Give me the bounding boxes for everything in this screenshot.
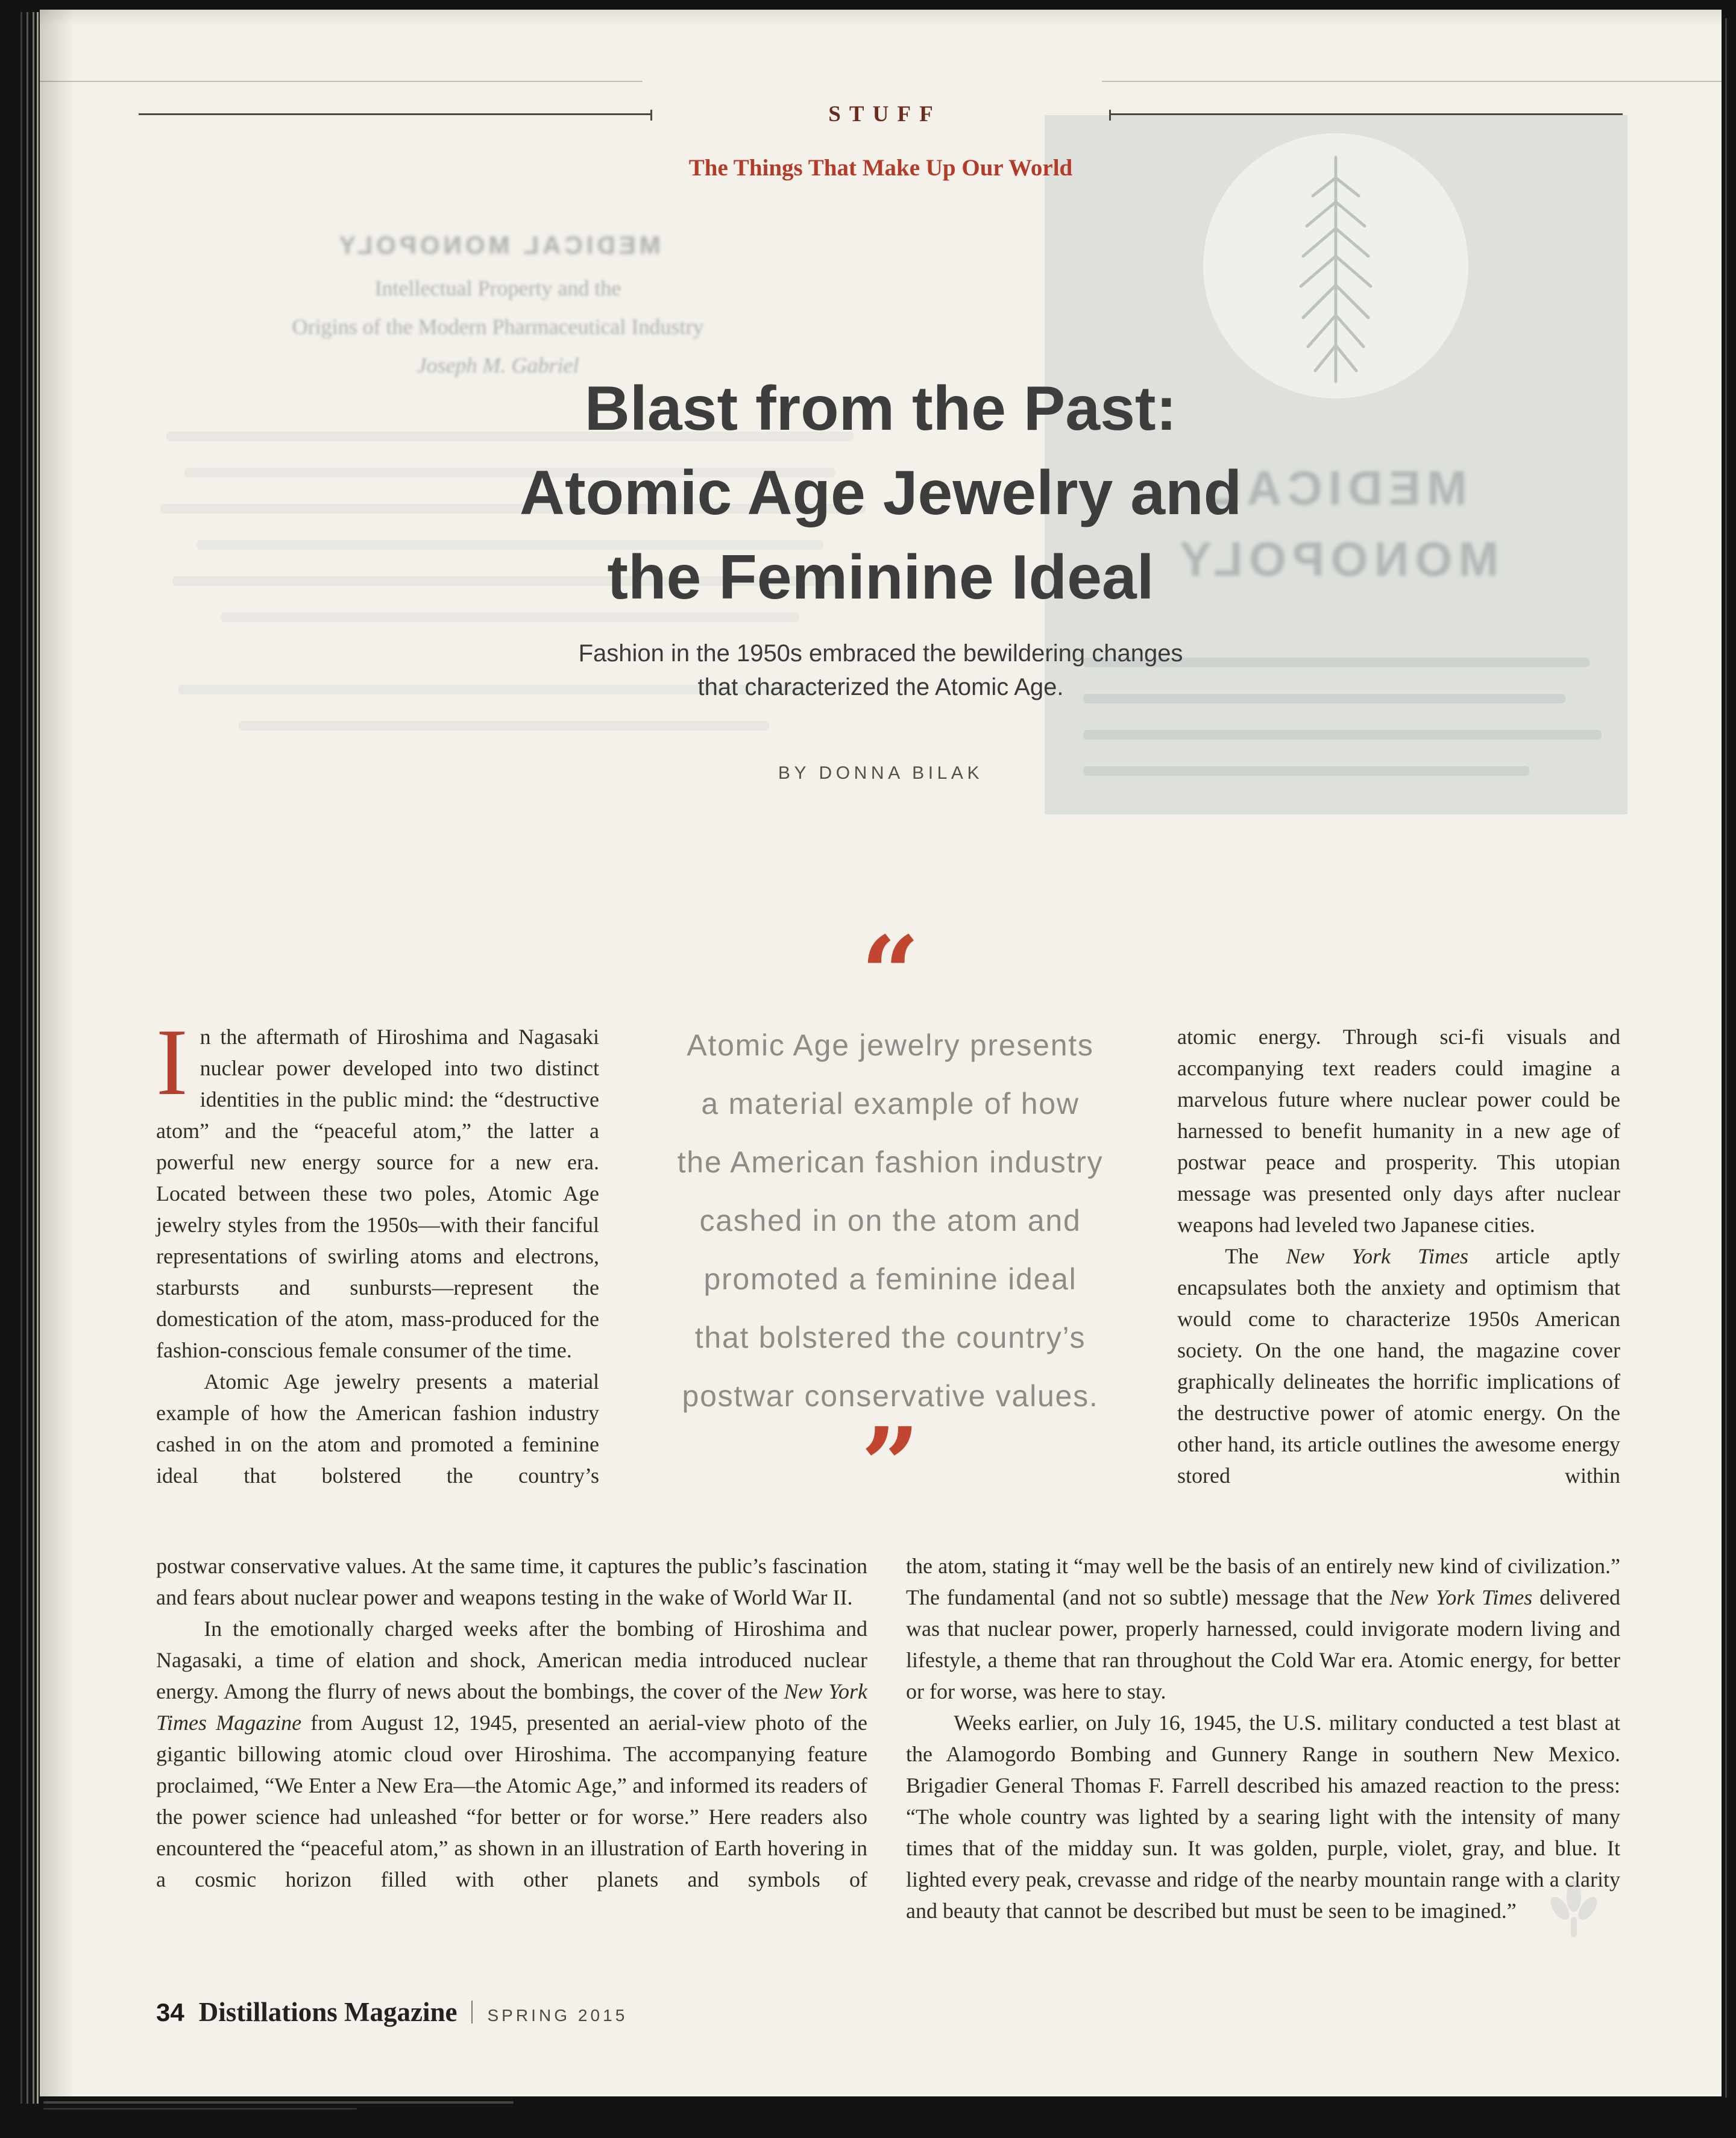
section-header <box>139 101 1623 127</box>
pullquote-line: promoted a feminine ideal <box>703 1262 1077 1296</box>
footer-divider <box>471 2001 473 2023</box>
pullquote-open-mark: “ <box>861 914 920 1034</box>
page-number: 34 <box>156 1998 184 2026</box>
rule-tick <box>650 110 652 121</box>
ghost-bleed-line: MONOPOLY <box>1173 532 1499 586</box>
pullquote-close-mark: ” <box>861 1405 920 1526</box>
section-tagline: The Things That Make Up Our World <box>688 155 1073 181</box>
ghost-bleed-line: Joseph M. Gabriel <box>417 353 579 377</box>
pullquote-line: the American fashion industry <box>677 1145 1104 1179</box>
pullquote-line: that bolstered the country’s <box>694 1321 1086 1354</box>
rule-tick <box>1109 110 1111 121</box>
column-right-bottom <box>906 1550 1620 1926</box>
pullquote-line: cashed in on the atom and <box>699 1204 1081 1237</box>
subtitle-line: that characterized the Atomic Age. <box>697 674 1064 700</box>
header-rule-right <box>1109 113 1623 115</box>
page-stack-edge <box>37 12 39 2104</box>
pullquote-line: postwar conservative values. <box>682 1379 1099 1413</box>
pullquote-line: a material example of how <box>701 1087 1080 1121</box>
ghost-text-residue <box>1083 730 1602 740</box>
paragraph: the atom, stating it “may well be the basis of an entirely new kind of civilization.” The fundamental (and not so subtle) message that the New York Times delivered was that nuclear power, properly harnessed, could invigorate modern living and lifestyle, a theme that ran throughout the Cold War era. Atomic energy, for better or for worse, was here to stay. <box>906 1554 1620 1703</box>
paragraph: atomic energy. Through sci-fi visuals and accompanying text readers could imagine a marvelous future where nuclear power could be harnessed to benefit humanity in a new age of postwar peace and prosperity. This utopian message was presented only days after nuclear weapons had leveled two Japanese cities. <box>1177 1025 1620 1237</box>
ghost-bleed-line: Origins of the Modern Pharmaceutical Industry <box>292 315 704 339</box>
paragraph <box>156 1010 599 1366</box>
article-subtitle <box>40 637 1722 704</box>
title-line: the Feminine Ideal <box>607 542 1154 612</box>
paragraph: postwar conservative values. At the same time, it captures the public’s fascination and fears about nuclear power and weapons testing in the wake of World War II. <box>156 1554 867 1609</box>
pullquote <box>625 1016 1156 1426</box>
issue-label: SPRING 2015 <box>487 2006 628 2025</box>
underlying-page-edge <box>1102 81 1722 82</box>
ghost-text-residue <box>239 721 769 731</box>
paragraph: The New York Times article aptly encapsulates both the anxiety and optimism that would come to characterize 1950s American society. On the one hand, the magazine cover graphically delineates the horrific implications of the destructive power of atomic energy. On the other hand, its article outlines the awesome energy stored within <box>1177 1244 1621 1488</box>
article-title <box>40 366 1722 620</box>
paragraph: Atomic Age jewelry presents a material example of how the American fashion industry cashed in on the atom and promoted a feminine ideal that bolstered the country’s <box>156 1369 599 1488</box>
paragraph: In the emotionally charged weeks after the bombing of Hiroshima and Nagasaki, a time of elation and shock, American media introduced nuclear energy. Among the flurry of news about the bombings, the cover of the New York Times Magazine from August 12, 1945, presented an aerial-view photo of the gigantic billowing atomic cloud over Hiroshima. The accompanying feature proclaimed, “We Enter a New Era—the Atomic Age,” and informed its readers of the power science had unleashed “for better or for worse.” Here readers also encountered the “peaceful atom,” as shown in an illustration of Earth hovering in a cosmic horizon filled with other planets and symbols of <box>156 1617 867 1891</box>
ghost-bleed-line: MEDICAL MONOPOLY <box>335 231 661 259</box>
magazine-title: Distillations Magazine <box>198 1997 458 2027</box>
column-left-bottom <box>156 1550 867 1895</box>
page-footer <box>156 1996 627 2028</box>
underlying-page-edge <box>40 81 643 82</box>
page-curl-edge <box>43 2101 514 2104</box>
subtitle-line: Fashion in the 1950s embraced the bewildering changes <box>578 640 1183 667</box>
header-rule-left <box>139 113 652 115</box>
page-curl-edge <box>43 2108 357 2110</box>
ghost-bleed-line: MEDICAL <box>1205 461 1467 515</box>
paragraph: Weeks earlier, on July 16, 1945, the U.S. military conducted a test blast at the Alamogordo Bombing and Gunnery Range in southern New Mexico. Brigadier General Thomas F. Farrell described his amazed reaction to the press: “The whole country was lighted by a searing light with the intensity of many times that of the midday sun. It was golden, purple, violet, gray, and blue. It lighted every peak, crevasse and ridge of the nearby mountain range with a clarity and beauty that cannot be described but must be seen to be imagined.” <box>906 1711 1620 1923</box>
magazine-page <box>40 10 1722 2096</box>
column-right-top <box>1177 1021 1620 1491</box>
ghost-bleed-text-block <box>124 222 872 385</box>
page-stack-edge <box>27 12 28 2104</box>
paragraph-text: n the aftermath of Hiroshima and Nagasaki nuclear power developed into two distinct identities in the public mind: the “destructive atom” and the “peaceful atom,” the latter a powerful new energy source for a new era. Located between these two poles, Atomic Age jewelry styles from the 1950s—with their fanciful representations of swirling atoms and electrons, starbursts and sunbursts—represent the domestication of the atom, mass-produced for the fashion-conscious female consumer of the time. <box>156 1025 599 1362</box>
drop-cap: I <box>156 1010 188 1115</box>
column-left-top <box>156 1010 599 1491</box>
page-stack-edge <box>33 12 34 2104</box>
ghost-bleed-line: Intellectual Property and the <box>374 276 621 300</box>
page-stack-edge-right <box>1725 18 1727 2098</box>
page-stack-edge <box>20 12 22 2104</box>
pullquote-line: Atomic Age jewelry presents <box>687 1028 1094 1062</box>
section-label: STUFF <box>828 102 942 127</box>
title-line: Blast from the Past: <box>584 374 1177 444</box>
byline: BY DONNA BILAK <box>778 763 984 783</box>
title-line: Atomic Age Jewelry and <box>519 458 1242 528</box>
